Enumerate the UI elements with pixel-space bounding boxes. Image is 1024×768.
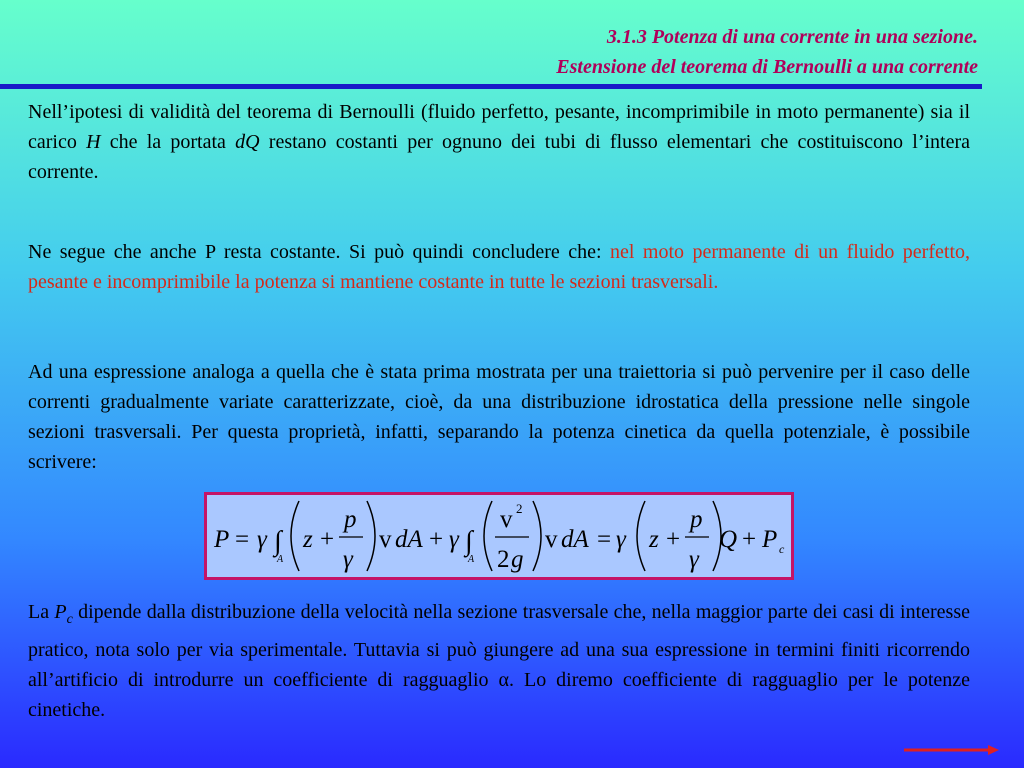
slide-title: [556, 22, 978, 82]
f-gamma-den-1: γ: [343, 546, 353, 573]
f-g: g: [511, 546, 524, 573]
f-c: c: [779, 542, 785, 556]
f-v-2: v: [545, 526, 558, 553]
paragraph-3: Ad una espressione analoga a quella che è stata prima mostrata per una traiettoria si può pervenire per il caso delle correnti gradualmente variate caratterizzate, cioè, da una distribuzione idrostatica della pressione nelle singole sezioni trasversali. Per questa proprietà, infatti, separando la potenza cinetica da quella potenziale, è possibile scrivere:: [28, 361, 970, 473]
f-plus-3: +: [666, 526, 681, 553]
f-P: P: [214, 526, 230, 553]
title-line-2: Estensione del teorema di Bernoulli a una corrente: [556, 56, 978, 78]
paragraph-2: [28, 237, 970, 297]
f-plus-1: +: [320, 526, 335, 553]
f-paren-close-2: [533, 501, 541, 571]
f-paren-open-3: [637, 501, 645, 571]
p4-text-a: La: [28, 601, 55, 623]
f-Q: Q: [719, 526, 738, 553]
var-Pc: P: [54, 601, 67, 623]
p4-text-c: . Lo diremo coefficiente di ragguaglio per le potenze cinetiche.: [28, 669, 971, 721]
paragraph-4: [28, 597, 970, 725]
f-v-1: v: [379, 526, 392, 553]
f-paren-open-1: [291, 501, 299, 571]
p2-highlight: nel moto permanente di un fluido perfetto, pesante e incomprimibile la potenza si mantiene costante in tutte le sezioni trasversali.: [28, 241, 970, 293]
f-dA-2: dA: [561, 526, 589, 553]
var-dQ: dQ: [235, 131, 260, 153]
f-p-2: p: [690, 506, 703, 533]
f-p-1: p: [344, 506, 357, 533]
formula-svg: [207, 495, 791, 577]
p1-text-a: Nell’ipotesi di validità del teorema di Bernoulli (fluido perfetto, pesante, incomprimibile in moto permanente) sia il carico: [28, 101, 970, 153]
f-v-num: v: [500, 506, 513, 533]
f-z-2: z: [649, 526, 659, 553]
f-plus-2: +: [429, 526, 444, 553]
f-plus-4: +: [742, 526, 757, 553]
f-integral-1: ∫: [274, 526, 282, 557]
p4-text-b: dipende dalla distribuzione della velocità nella sezione trasversale che, nella maggior parte dei casi di interesse pratico, nota solo per via sperimentale. Tuttavia si può giungere ad una sua espressione in termini finiti ricorrendo all’artificio di introdurre un coefficiente di ragguaglio: [28, 601, 970, 691]
var-H: H: [86, 131, 101, 153]
f-paren-open-2: [484, 501, 492, 571]
f-subA-2: A: [468, 554, 475, 565]
p2-text: Ne segue che anche P resta costante. Si può quindi concludere che:: [28, 241, 611, 263]
var-Pc-sub: c: [66, 612, 73, 627]
f-squared: 2: [516, 501, 523, 516]
title-line-1: 3.1.3 Potenza di una corrente in una sezione.: [606, 26, 978, 48]
f-z-1: z: [303, 526, 313, 553]
f-gamma-1: γ: [257, 526, 267, 553]
p1-text-b: che la portata: [100, 131, 236, 153]
f-gamma-den-2: γ: [689, 546, 699, 573]
title-divider: [0, 84, 982, 89]
p1-text-c: restano costanti per ognuno dei tubi di flusso elementari che costituiscono l’intera corrente.: [28, 131, 971, 183]
f-paren-close-1: [367, 501, 375, 571]
f-integral-2: ∫: [465, 526, 473, 557]
f-gamma-3: γ: [616, 526, 626, 553]
f-gamma-2: γ: [449, 526, 459, 553]
f-eq2: =: [597, 526, 612, 553]
f-dA-1: dA: [395, 526, 423, 553]
f-two: 2: [497, 546, 510, 573]
f-subA-1: A: [277, 554, 284, 565]
f-Pc: P: [762, 526, 778, 553]
right-arrow-icon[interactable]: [902, 742, 1002, 758]
formula-box: [204, 492, 794, 580]
alpha-symbol: α: [498, 669, 509, 691]
f-eq1: =: [235, 526, 250, 553]
paragraph-1: [28, 97, 970, 187]
